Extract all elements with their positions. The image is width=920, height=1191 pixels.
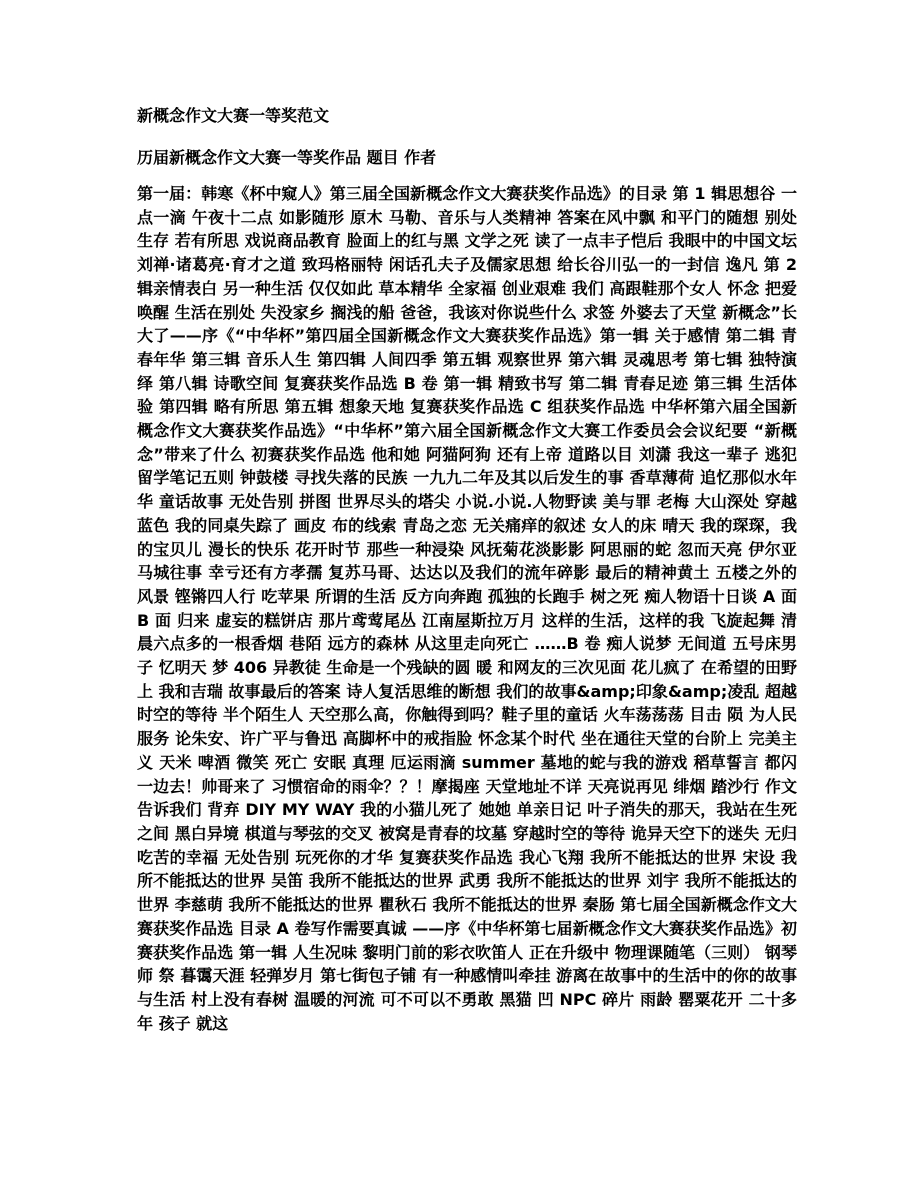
document-subtitle: 历届新概念作文大赛一等奖作品 题目 作者 <box>137 148 437 167</box>
document-title: 新概念作文大赛一等奖范文 <box>137 106 330 125</box>
document-body: 第一届：韩寒《杯中窥人》第三届全国新概念作文大赛获奖作品选》的目录 第 1 辑思想谷 一点一滴 午夜十二点 如影随形 原木 马勒、音乐与人类精神 答案在风中飘 和平门的随想 别处生存 若有所思 戏说商品教育 脸面上的红与黑 文学之死 读了一点丰子恺后 我眼中的中国文坛 刘禅·诸葛亮·育才之道 致玛格丽特 闲话孔夫子及儒家思想 给长谷川弘一的一封信 逸凡 第 2 辑亲情表白 另一种生活 仅仅如此 草本精华 全家福 创业艰难 我们 高跟鞋那个女人 怀念 把爱唤醒 生活在别处 失没家乡 搁浅的船 爸爸，我该对你说些什么 求签 外婆去了天堂 新概念”长大了——序《“中华杯”第四届全国新概念作文大赛获奖作品选》第一辑 关于感情 第二辑 青春年华 第三辑 音乐人生 第四辑 人间四季 第五辑 观察世界 第六辑 灵魂思考 第七辑 独特演绎 第八辑 诗歌空间 复赛获奖作品选 B 卷 第一辑 精致书写 第二辑 青春足迹 第三辑 生活体验 第四辑 略有所思 第五辑 想象天地 复赛获奖作品选 C 组获奖作品选 中华杯第六届全国新概念作文大赛获奖作品选》“中华杯”第六届全国新概念作文大赛工作委员会会议纪要 “新概念”带来了什么 初赛获奖作品选 他和她 阿猫阿狗 还有上帝 道路以目 刘潇 我这一辈子 逃犯 留学笔记五则 钟鼓楼 寻找失落的民族 一九九二年及其以后发生的事 香草薄荷 追忆那似水年华 童话故事 无处告别 拼图 世界尽头的塔尖 小说.小说.人物野读 美与罪 老梅 大山深处 穿越蓝色 我的同桌失踪了 画皮 布的线索 青岛之恋 无关痛痒的叙述 女人的床 晴天 我的琛琛，我的宝贝儿 漫长的快乐 花开时节 那些一种浸染 风抚菊花淡影影 阿思丽的蛇 忽而天亮 伊尔亚马城往事 幸亏还有方孝孺 复苏马哥、达达以及我们的流年碎影 最后的精神黄土 五楼之外的风景 铿锵四人行 吃苹果 所谓的生活 反方向奔跑 孤独的长跑手 树之死 痴人物语十日谈 A 面 B 面 归来 虚妄的糕饼店 那片鸢莺尾丛 江南屋斯拉万月 这样的生活，这样的我 飞旋起舞 清晨六点多的一根香烟 巷陌 远方的森林 从这里走向死亡 ……B 卷 痴人说梦 无间道 五号床男子 忆明天 梦 406 异教徒 生命是一个残缺的圆 暖 和网友的三次见面 花儿疯了 在希望的田野上 我和吉瑞 故事最后的答案 诗人复活思维的断想 我们的故事&amp;印象&amp;凌乱 超越时空的等待 半个陌生人 天空那么高，你触得到吗？鞋子里的童话 火车荡荡荡 目击 陨 为人民服务 论朱安、许广平与鲁迅 高脚杯中的戒指脸 怀念某个时代 坐在通往天堂的台阶上 完美主义 天米 啤酒 微笑 死亡 安眠 真理 厄运雨滴 summer 墓地的蛇与我的游戏 稻草誓言 都闪一边去！帅哥来了 习惯宿命的雨伞？？！摩揭座 天堂地址不详 天亮说再见 绯烟 踏沙行 作文告诉我们 背弃 DIY MY WAY 我的小猫儿死了 她她 单亲日记 叶子消失的那天，我站在生死之间 黑白异境 棋道与琴弦的交叉 被窝是青春的坟墓 穿越时空的等待 诡异天空下的迷失 无归 吃苦的幸福 无处告别 玩死你的才华 复赛获奖作品选 我心飞翔 我所不能抵达的世界 宋设 我所不能抵达的世界 吴笛 我所不能抵达的世界 武勇 我所不能抵达的世界 刘宇 我所不能抵达的世界 李慈萌 我所不能抵达的世界 瞿秋石 我所不能抵达的世界 秦肠 第七届全国新概念作文大赛获奖作品选 目录 A 卷写作需要真诚 ——序《中华杯第七届新概念作文大赛获奖作品选》初赛获奖作品选 第一辑 人生况味 黎明门前的彩衣吹笛人 正在升级中 物理课随笔（三则） 钢琴师 祭 暮霭天涯 轻弹岁月 第七街包子铺 有一种感情叫牵挂 游离在故事中的生活中的你的故事与生活 村上没有春树 温暖的河流 可不可以不勇敢 黑猫 凹 NPC 碎片 雨龄 罂粟花开 二十多年 孩子 就这 <box>137 184 797 1033</box>
